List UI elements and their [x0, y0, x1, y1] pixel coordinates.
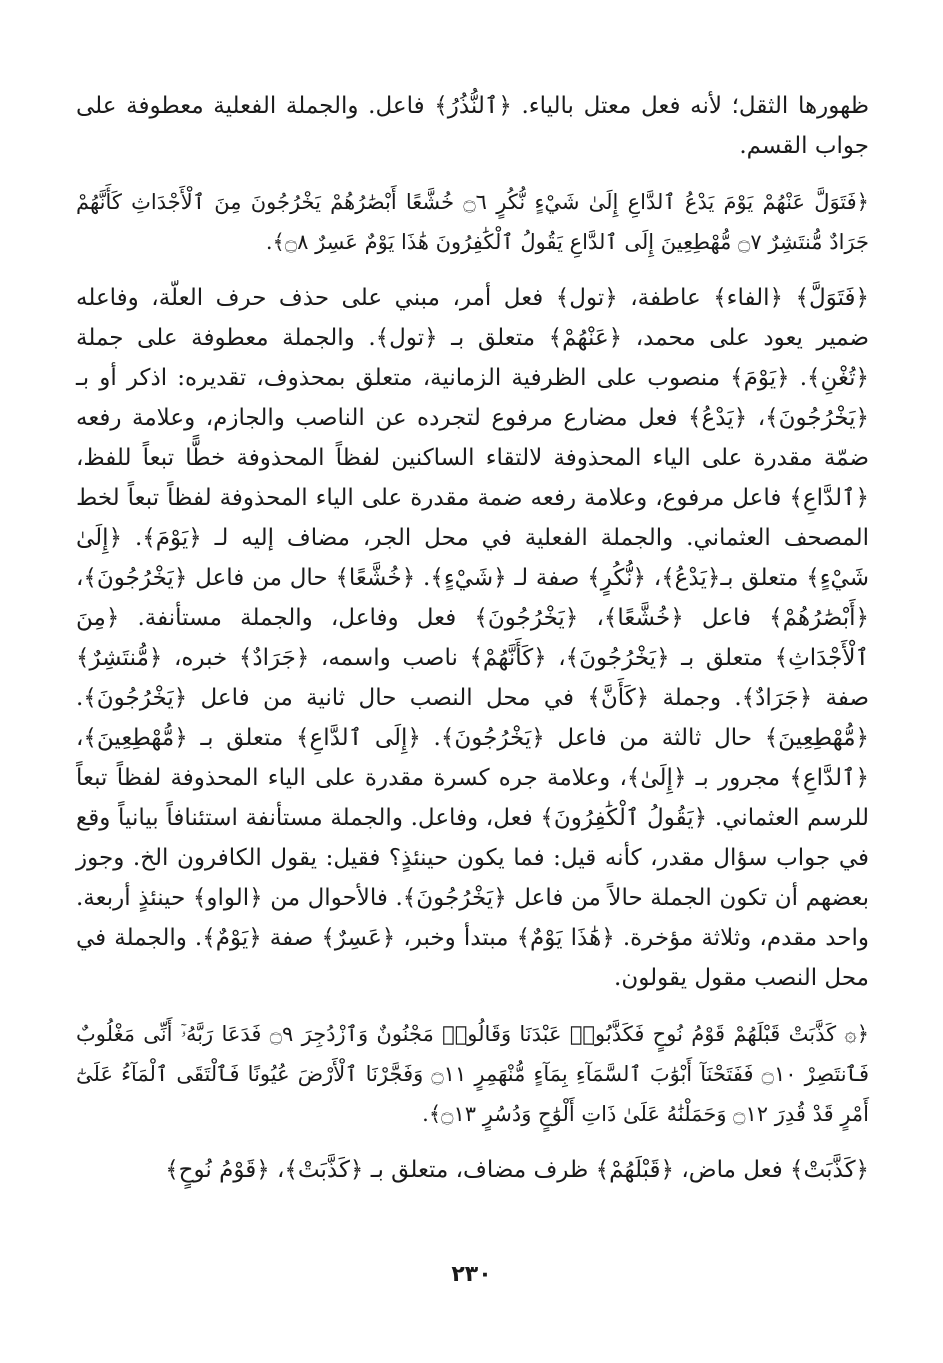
page-number: ٢٣٠ [451, 1262, 492, 1287]
page-body [76, 86, 869, 1206]
quran-verse-block-1: ﴿فَتَوَلَّ عَنْهُمْ يَوْمَ يَدْعُ ٱلدَّاعِ إِلَىٰ شَيْءٍ نُّكُرٍ ۝٦ خُشَّعًا أَبْصَٰرُهُمْ يَخْرُجُونَ مِنَ ٱلْأَجْدَاثِ كَأَنَّهُمْ جَرَادٌ مُّنتَشِرٌ ۝٧ مُّهْطِعِينَ إِلَى ٱلدَّاعِ يَقُولُ ٱلْكَٰفِرُونَ هَٰذَا يَوْمٌ عَسِرٌ ۝٨﴾. [76, 190, 869, 254]
paragraph-intro: ظهورها الثقل؛ لأنه فعل معتل بالياء. ﴿ٱلنُّذُرُ﴾ فاعل. والجملة الفعلية معطوفة على جواب القسم. [76, 93, 869, 159]
paragraph-analysis-1: ﴿فَتَوَلَّ﴾ ﴿الفاء﴾ عاطفة، ﴿تول﴾ فعل أمر، مبني على حذف حرف العلّة، وفاعله ضمير يعود على محمد، ﴿عَنْهُمْ﴾ متعلق بـ ﴿تول﴾. والجملة معطوفة على جملة ﴿تُغْنِ﴾. ﴿يَوْمَ﴾ منصوب على الظرفية الزمانية، متعلق بمحذوف، تقديره: اذكر أو بـ ﴿يَخْرُجُونَ﴾، ﴿يَدْعُ﴾ فعل مضارع مرفوع لتجرده عن الناصب والجازم، وعلامة رفعه ضمّة مقدرة على الياء المحذوفة لالتقاء الساكنين لفظاً المحذوفة خطًّا تبعاً للفظ، ﴿ٱلدَّاعِ﴾ فاعل مرفوع، وعلامة رفعه ضمة مقدرة على الياء المحذوفة لفظاً تبعاً لخط المصحف العثماني. والجملة الفعلية في محل الجر، مضاف إليه لـ ﴿يَوْمَ﴾. ﴿إِلَىٰ شَيْءٍ﴾ متعلق بـ﴿يَدْعُ﴾، ﴿نُّكُرٍ﴾ صفة لـ ﴿شَيْءٍ﴾. ﴿خُشَّعًا﴾ حال من فاعل ﴿يَخْرُجُونَ﴾، ﴿أَبْصَٰرُهُمْ﴾ فاعل ﴿خُشَّعًا﴾، ﴿يَخْرُجُونَ﴾ فعل وفاعل، والجملة مستأنفة. ﴿مِنَ ٱلْأَجْدَاثِ﴾ متعلق بـ ﴿يَخْرُجُونَ﴾، ﴿كَأَنَّهُمْ﴾ ناصب واسمه، ﴿جَرَادٌ﴾ خبره، ﴿مُّنتَشِرٌ﴾ صفة ﴿جَرَادٌ﴾. وجملة ﴿كَأَنَّ﴾ في محل النصب حال ثانية من فاعل ﴿يَخْرُجُونَ﴾. ﴿مُّهْطِعِينَ﴾ حال ثالثة من فاعل ﴿يَخْرُجُونَ﴾. ﴿إِلَى ٱلدَّاعِ﴾ متعلق بـ ﴿مُّهْطِعِينَ﴾، ﴿ٱلدَّاعِ﴾ مجرور بـ ﴿إِلَىٰ﴾، وعلامة جره كسرة مقدرة على الياء المحذوفة لفظاً تبعاً للرسم العثماني. ﴿يَقُولُ ٱلْكَٰفِرُونَ﴾ فعل، وفاعل. والجملة مستأنفة استئنافاً بيانياً وقع في جواب سؤال مقدر، كأنه قيل: فما يكون حينئذٍ؟ فقيل: يقول الكافرون الخ. وجوز بعضهم أن تكون الجملة حالاً من فاعل ﴿يَخْرُجُونَ﴾. فالأحوال من ﴿الواو﴾ حينئذٍ أربعة. واحد مقدم، وثلاثة مؤخرة. ﴿هَٰذَا يَوْمٌ﴾ مبتدأ وخبر، ﴿عَسِرٌ﴾ صفة ﴿يَوْمٌ﴾. والجملة في محل النصب مقول يقولون. [76, 285, 869, 991]
quran-verse-block-2: ﴿۞ كَذَّبَتْ قَبْلَهُمْ قَوْمُ نُوحٍ فَكَذَّبُوا۟ عَبْدَنَا وَقَالُوا۟ مَجْنُونٌ وَٱزْدُجِرَ ۝٩ فَدَعَا رَبَّهُۥٓ أَنِّى مَغْلُوبٌ فَٱنتَصِرْ ۝١٠ فَفَتَحْنَآ أَبْوَٰبَ ٱلسَّمَآءِ بِمَآءٍ مُّنْهَمِرٍ ۝١١ وَفَجَّرْنَا ٱلْأَرْضَ عُيُونًا فَٱلْتَقَى ٱلْمَآءُ عَلَىٰٓ أَمْرٍ قَدْ قُدِرَ ۝١٢ وَحَمَلْنَٰهُ عَلَىٰ ذَاتِ أَلْوَٰحٍ وَدُسُرٍ ۝١٣﴾. [76, 1022, 869, 1126]
paragraph-analysis-2: ﴿كَذَّبَتْ﴾ فعل ماض، ﴿قَبْلَهُمْ﴾ ظرف مضاف، متعلق بـ ﴿كَذَّبَتْ﴾، ﴿قَوْمُ نُوحٍ﴾ [165, 1157, 869, 1183]
